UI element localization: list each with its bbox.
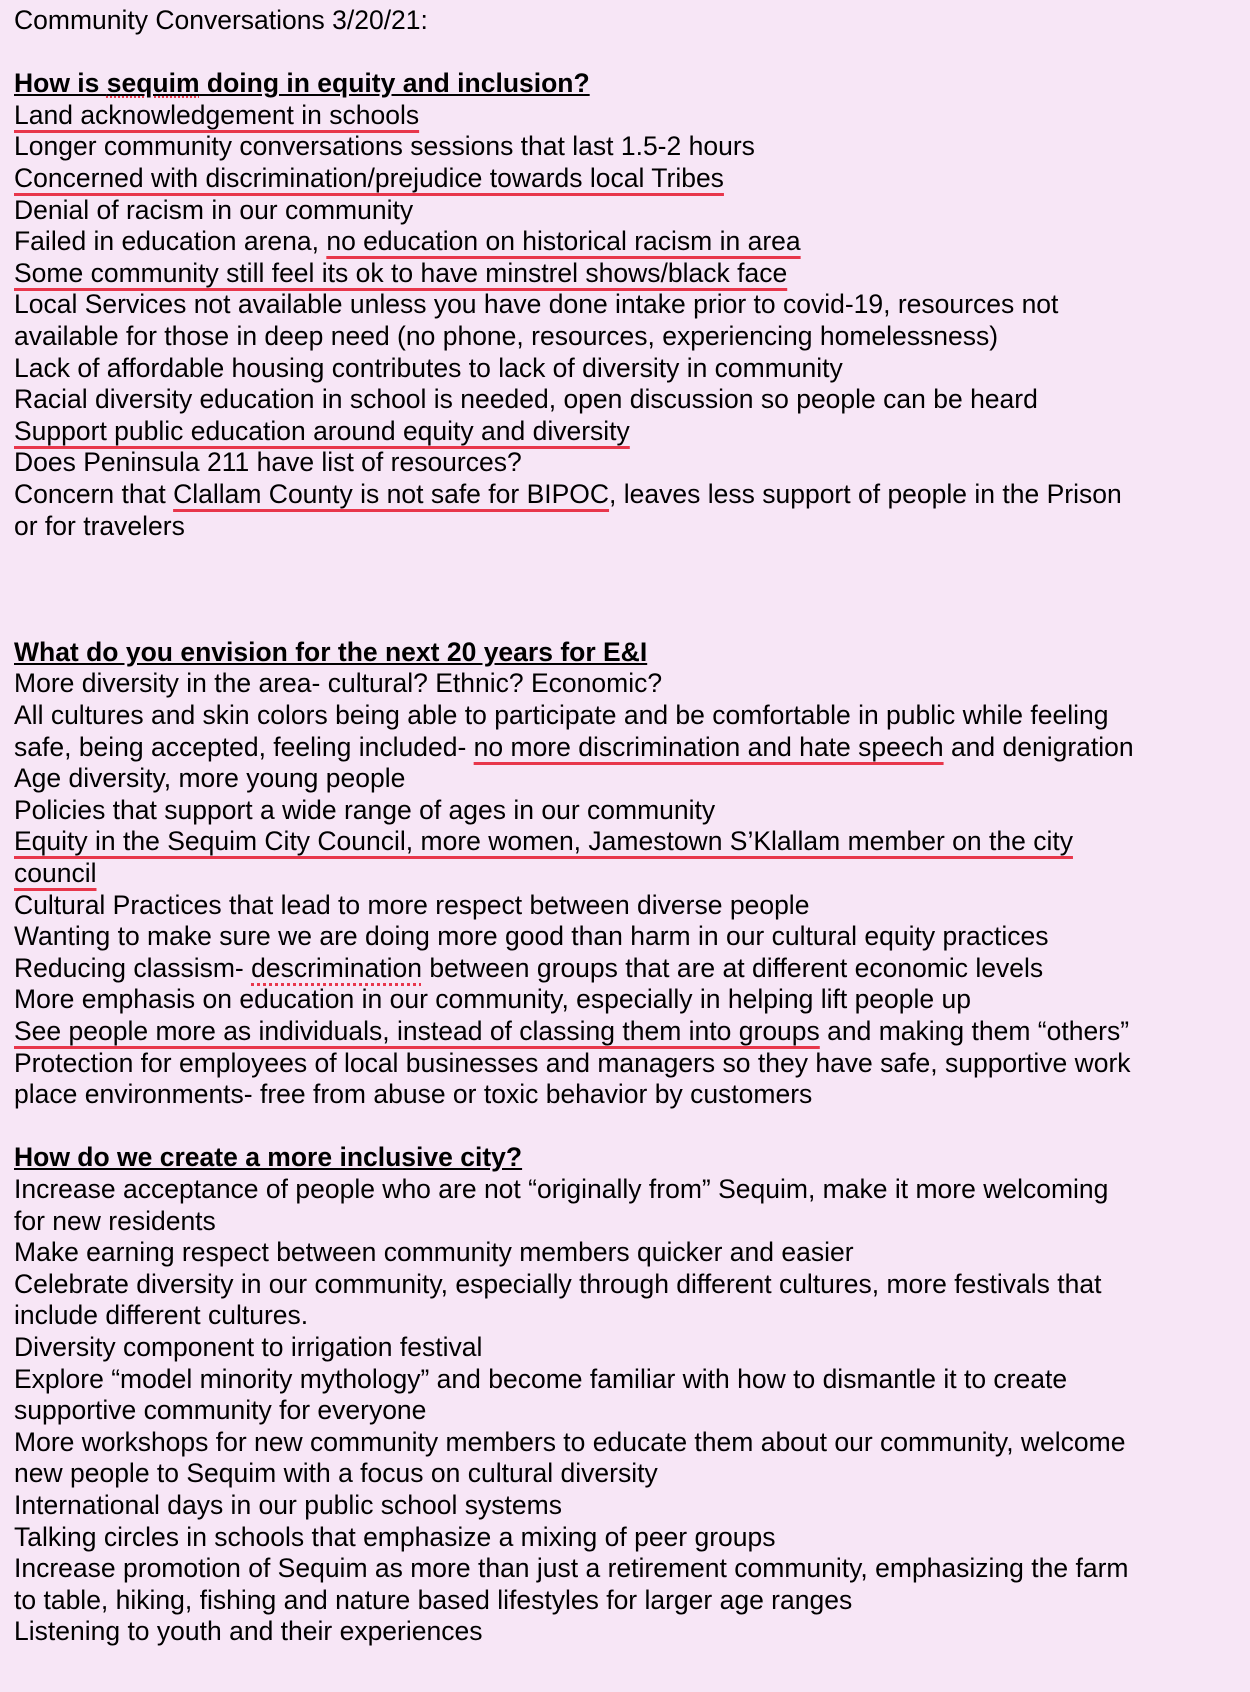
note-line (14, 826, 1236, 858)
note-line: Diversity component to irrigation festival (14, 1331, 483, 1362)
note-line: Lack of affordable housing contributes to lack of diversity in community (14, 352, 843, 383)
note-line: Protection for employees of local businesses and managers so they have safe, supportive work (14, 1047, 1131, 1078)
note-line (14, 416, 1236, 448)
highlighted-phrase: Equity in the Sequim City Council, more women, Jamestown S’Klallam member on the city (14, 826, 1073, 857)
note-line: More emphasis on education in our community, especially in helping lift people up (14, 984, 971, 1015)
section-heading: How do we create a more inclusive city? (14, 1142, 523, 1173)
note-line: available for those in deep need (no phone, resources, experiencing homelessness) (14, 320, 999, 351)
highlighted-phrase: Some community still feel its ok to have minstrel shows/black face (14, 257, 788, 288)
plain-text: and denigration (943, 731, 1134, 762)
note-line: Increase acceptance of people who are not “originally from” Sequim, make it more welcoming (14, 1173, 1109, 1204)
highlighted-phrase: See people more as individuals, instead of classing them into groups (14, 1016, 820, 1047)
note-line: Explore “model minority mythology” and become familiar with how to dismantle it to create (14, 1363, 1068, 1394)
note-line (14, 953, 1236, 985)
section-heading (14, 68, 1236, 100)
note-line (14, 858, 1236, 890)
note-line: More workshops for new community members to educate them about our community, welcome (14, 1426, 1126, 1457)
plain-text: Reducing classism- (14, 952, 252, 983)
note-line (14, 226, 1236, 258)
note-line: Denial of racism in our community (14, 194, 414, 225)
heading-text-pre: How is (14, 68, 107, 99)
highlighted-phrase: Support public education around equity and diversity (14, 415, 630, 446)
section-equity-inclusion (14, 68, 1236, 542)
note-line: supportive community for everyone (14, 1395, 427, 1426)
note-line: include different cultures. (14, 1300, 309, 1331)
note-line: Does Peninsula 211 have list of resources? (14, 447, 522, 478)
plain-text: and making them “others” (819, 1016, 1130, 1047)
note-line (14, 1016, 1236, 1048)
note-line: Local Services not available unless you have done intake prior to covid-19, resources not (14, 289, 1059, 320)
note-line: Longer community conversations sessions that last 1.5-2 hours (14, 131, 755, 162)
note-line: Listening to youth and their experiences (14, 1616, 483, 1647)
spellcheck-word: sequim (106, 68, 200, 99)
note-line: place environments- free from abuse or toxic behavior by customers (14, 1079, 813, 1110)
note-line: Make earning respect between community members quicker and easier (14, 1237, 854, 1268)
plain-text: , leaves less support of people in the Prison (609, 478, 1122, 509)
highlighted-phrase: council (14, 858, 97, 889)
highlighted-phrase: no education on historical racism in area (326, 226, 801, 257)
spacer (14, 1111, 1236, 1143)
note-line: Increase promotion of Sequim as more than just a retirement community, emphasizing the farm (14, 1553, 1129, 1584)
section-heading: What do you envision for the next 20 years for E&I (14, 636, 648, 667)
note-line: Cultural Practices that lead to more respect between diverse people (14, 889, 810, 920)
highlighted-phrase: Concerned with discrimination/prejudice towards local Tribes (14, 162, 724, 193)
note-line: Policies that support a wide range of ages in our community (14, 794, 716, 825)
note-line: International days in our public school systems (14, 1489, 562, 1520)
spacer (14, 542, 1236, 637)
section-inclusive-city (14, 1142, 1236, 1648)
note-line (14, 100, 1236, 132)
plain-text: Failed in education arena, (14, 226, 327, 257)
note-line: Celebrate diversity in our community, especially through different cultures, more festivals that (14, 1268, 1102, 1299)
plain-text: between groups that are at different economic levels (421, 952, 1044, 983)
note-line: Wanting to make sure we are doing more good than harm in our cultural equity practices (14, 921, 1049, 952)
note-line: to table, hiking, fishing and nature based lifestyles for larger age ranges (14, 1584, 853, 1615)
highlighted-phrase: Land acknowledgement in schools (14, 99, 420, 130)
highlighted-phrase: Clallam County is not safe for BIPOC (173, 478, 610, 509)
note-line: Racial diversity education in school is needed, open discussion so people can be heard (14, 384, 1038, 415)
note-line: new people to Sequim with a focus on cultural diversity (14, 1458, 658, 1489)
section-twenty-year-vision (14, 637, 1236, 1111)
note-line: for new residents (14, 1205, 216, 1236)
note-line: All cultures and skin colors being able to participate and be comfortable in public while feeling (14, 700, 1109, 731)
spellcheck-word: descrimination (251, 952, 422, 983)
plain-text: Concern that (14, 478, 174, 509)
plain-text: safe, being accepted, feeling included- (14, 731, 474, 762)
note-line (14, 163, 1236, 195)
heading-text-post: doing in equity and inclusion? (199, 68, 590, 99)
note-line: Age diversity, more young people (14, 763, 406, 794)
document-title: Community Conversations 3/20/21: (14, 5, 428, 35)
note-line (14, 258, 1236, 290)
note-line (14, 479, 1236, 511)
highlighted-phrase: no more discrimination and hate speech (473, 731, 944, 762)
note-line (14, 732, 1236, 764)
note-line: Talking circles in schools that emphasize a mixing of peer groups (14, 1521, 776, 1552)
note-line: More diversity in the area- cultural? Ethnic? Economic? (14, 668, 663, 699)
note-line: or for travelers (14, 510, 185, 541)
